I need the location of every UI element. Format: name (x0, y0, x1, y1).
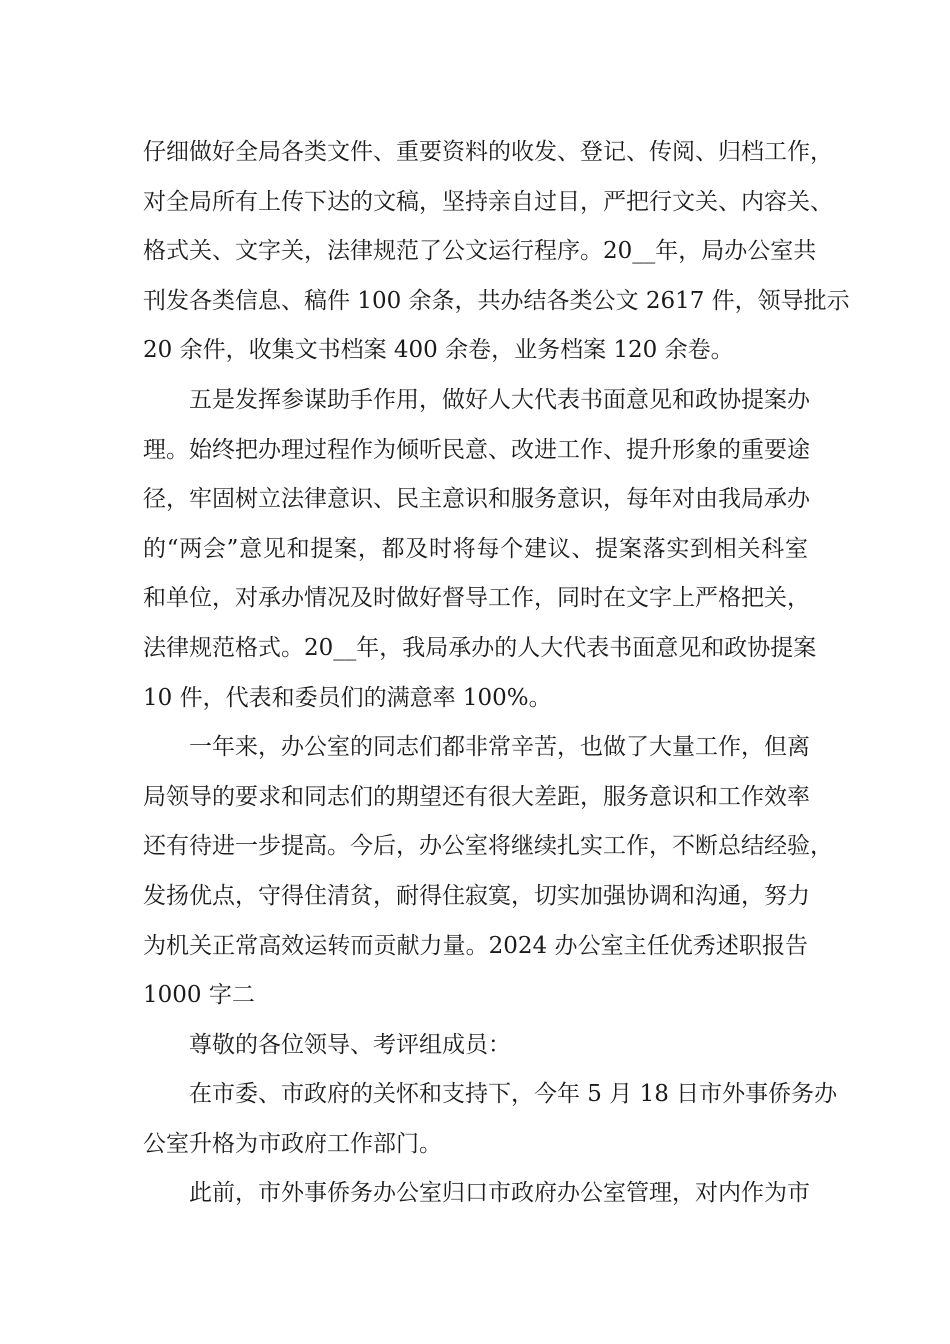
text-line: 发扬优点，守得住清贫，耐得住寂寞，切实加强协调和沟通，努力 (143, 882, 810, 909)
text-line: 刊发各类信息、稿件 100 余条，共办结各类公文 2617 件，领导批示 (143, 287, 850, 314)
text-line: 对全局所有上传下达的文稿，坚持亲自过目，严把行文关、内容关、 (143, 188, 833, 215)
text-line: 在市委、市政府的关怀和支持下，今年 5 月 18 日市外事侨务办 (189, 1081, 838, 1108)
text-line: 局领导的要求和同志们的期望还有很大差距，服务意识和工作效率 (143, 783, 810, 810)
text-line: 格式关、文字关，法律规范了公文运行程序。20__年，局办公室共 (143, 238, 817, 265)
text-line: 径，牢固树立法律意识、民主意识和服务意识，每年对由我局承办 (143, 486, 810, 513)
text-line: 公室升格为市政府工作部门。 (143, 1130, 442, 1157)
text-line: 为机关正常高效运转而贡献力量。2024 办公室主任优秀述职报告 (143, 932, 808, 959)
text-line: 尊敬的各位领导、考评组成员： (189, 1031, 511, 1058)
text-line: 此前，市外事侨务办公室归口市政府办公室管理，对内作为市 (189, 1180, 810, 1207)
text-line: 还有待进一步提高。今后，办公室将继续扎实工作，不断总结经验， (143, 833, 833, 860)
text-line: 五是发挥参谋助手作用，做好人大代表书面意见和政协提案办 (189, 386, 810, 413)
text-line: 的“两会”意见和提案，都及时将每个建议、提案落实到相关科室 (143, 535, 808, 562)
text-line: 理。始终把办理过程作为倾听民意、改进工作、提升形象的重要途 (143, 436, 810, 463)
text-line: 和单位，对承办情况及时做好督导工作，同时在文字上严格把关， (143, 585, 810, 612)
text-line: 法律规范格式。20__年，我局承办的人大代表书面意见和政协提案 (143, 634, 817, 661)
text-line: 仔细做好全局各类文件、重要资料的收发、登记、传阅、归档工作， (143, 139, 833, 165)
text-line: 10 件，代表和委员们的满意率 100%。 (143, 684, 552, 711)
text-line: 1000 字二 (143, 982, 255, 1009)
text-line: 20 余件，收集文书档案 400 余卷，业务档案 120 余卷。 (143, 337, 734, 364)
text-line: 一年来，办公室的同志们都非常辛苦，也做了大量工作，但离 (189, 734, 810, 761)
document-body (143, 128, 850, 1219)
